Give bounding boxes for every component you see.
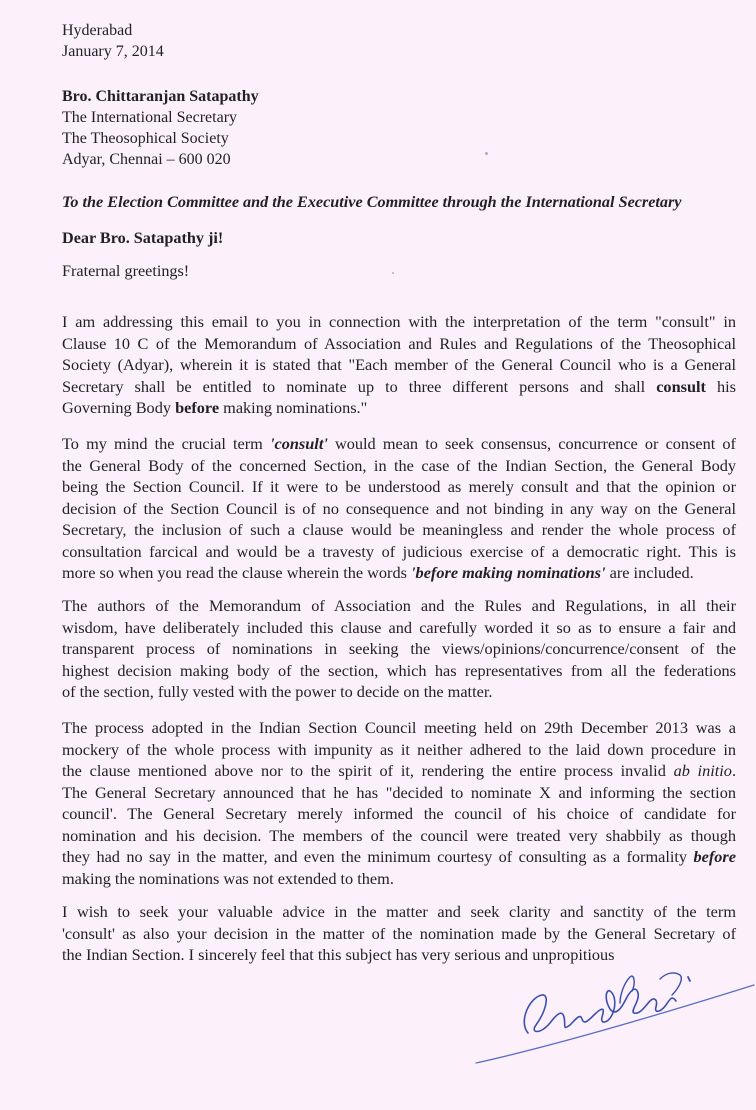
salutation: Dear Bro. Satapathy ji! xyxy=(62,229,224,247)
paragraph-line: mockery of the whole process with impunity as it neither adhered to the laid down procedure in xyxy=(62,739,736,759)
paragraph-2 xyxy=(62,433,736,584)
paragraph-1 xyxy=(62,311,736,419)
paragraph-line: the clause mentioned above nor to the spirit of it, rendering the entire process invalid ab initio. xyxy=(62,761,737,780)
paragraph-4 xyxy=(62,717,736,889)
paragraph-line: Secretary, the inclusion of such a clause would be meaningless and render the whole process of xyxy=(62,520,736,539)
paragraph-line: Governing Body before making nominations." xyxy=(62,398,368,417)
paragraph-line: highest decision making body of the section, which has representatives from all the federations xyxy=(62,660,736,680)
paragraph-line: making the nominations was not extended to them. xyxy=(62,868,394,888)
signature-loop xyxy=(620,976,634,1003)
paragraph-line: I am addressing this email to you in connection with the interpretation of the term "consult" in xyxy=(62,312,736,331)
paragraph-line: The process adopted in the Indian Section Council meeting held on 29th December 2013 was a xyxy=(62,718,736,737)
paragraph-line: Society (Adyar), wherein it is stated that "Each member of the General Council who is a General xyxy=(62,355,736,374)
greeting: Fraternal greetings! xyxy=(62,262,190,280)
letter-place-date xyxy=(62,20,164,62)
emphasized-text: 'consult' xyxy=(269,434,328,453)
emphasized-text: consult xyxy=(656,376,706,396)
letter-place: Hyderabad xyxy=(62,22,133,39)
paragraph-line: To my mind the crucial term 'consult' would mean to seek consensus, concurrence or consent of xyxy=(62,434,736,453)
paragraph-line: The authors of the Memorandum of Association and the Rules and Regulations, in all their xyxy=(62,596,736,615)
paragraph-line: transparent process of nominations in seeking the views/opinions/concurrence/consent of the xyxy=(62,639,736,658)
paragraph-line: wisdom, have deliberately included this clause and carefully worded it so as to ensure a fair and xyxy=(62,617,736,637)
paragraph-line: of the section, fully vested with the power to decide on the matter. xyxy=(62,682,493,701)
paragraph-line: the Indian Section. I sincerely feel that this subject has very serious and unpropitious xyxy=(62,945,615,964)
signature-scribble xyxy=(524,989,676,1033)
paragraph-line: being the Section Council. If it were to be understood as merely consult and that the opinion or xyxy=(62,477,736,496)
paragraph-line: 'consult' as also your decision in the matter of the nomination made by the General Secretary of xyxy=(62,923,736,943)
paragraph-line: council'. The General Secretary merely informed the council of his choice of candidate for xyxy=(62,804,736,823)
recipient-organization: The Theosophical Society xyxy=(62,130,229,147)
paragraph-line: they had no say in the matter, and even the minimum courtesy of consulting as a formality before xyxy=(62,847,736,866)
paper-speck xyxy=(392,272,394,274)
paragraph-line: I wish to seek your valuable advice in the matter and seek clarity and sanctity of the term xyxy=(62,902,736,921)
recipient-name: Bro. Chittaranjan Satapathy xyxy=(62,88,259,105)
recipient-block xyxy=(62,86,259,170)
signature-strokes xyxy=(476,973,754,1063)
paragraph-line: Clause 10 C of the Memorandum of Association and Rules and Regulations of the Theosophical xyxy=(62,333,736,353)
to-line: To the Election Committee and the Executive Committee through the International Secretary xyxy=(62,193,682,211)
emphasized-text: ab initio xyxy=(673,761,732,780)
paragraph-3 xyxy=(62,595,736,703)
emphasized-text: 'before making nominations' xyxy=(411,563,606,582)
paragraph-line: The General Secretary announced that he has "decided to nominate X and informing the section xyxy=(62,782,736,802)
letter-date: January 7, 2014 xyxy=(62,43,164,60)
signature-flourish xyxy=(660,973,681,995)
emphasized-text: before xyxy=(175,398,220,417)
paragraph-line: nomination and his decision. The members of the council were treated very shabbily as though xyxy=(62,825,736,845)
paragraph-line: consultation farcical and would be a travesty of judicious exercise of a democratic right. This is xyxy=(62,541,736,561)
paragraph-line: Secretary shall be entitled to nominate up to three different persons and shall consult his xyxy=(62,376,736,396)
recipient-address: Adyar, Chennai – 600 020 xyxy=(62,151,231,168)
handwritten-signature xyxy=(470,955,756,1075)
signature-dot xyxy=(688,977,690,981)
signature-underline xyxy=(476,985,754,1063)
paragraph-line: more so when you read the clause wherein the words 'before making nominations' are included. xyxy=(62,563,694,582)
paper-speck xyxy=(485,152,488,155)
recipient-title: The International Secretary xyxy=(62,109,238,126)
emphasized-text: before xyxy=(693,847,736,866)
paragraph-line: the General Body of the concerned Section, in the case of the Indian Section, the General Body xyxy=(62,455,736,475)
paragraph-line: decision of the Section Council is of no consequence and not binding in any way on the General xyxy=(62,498,736,518)
